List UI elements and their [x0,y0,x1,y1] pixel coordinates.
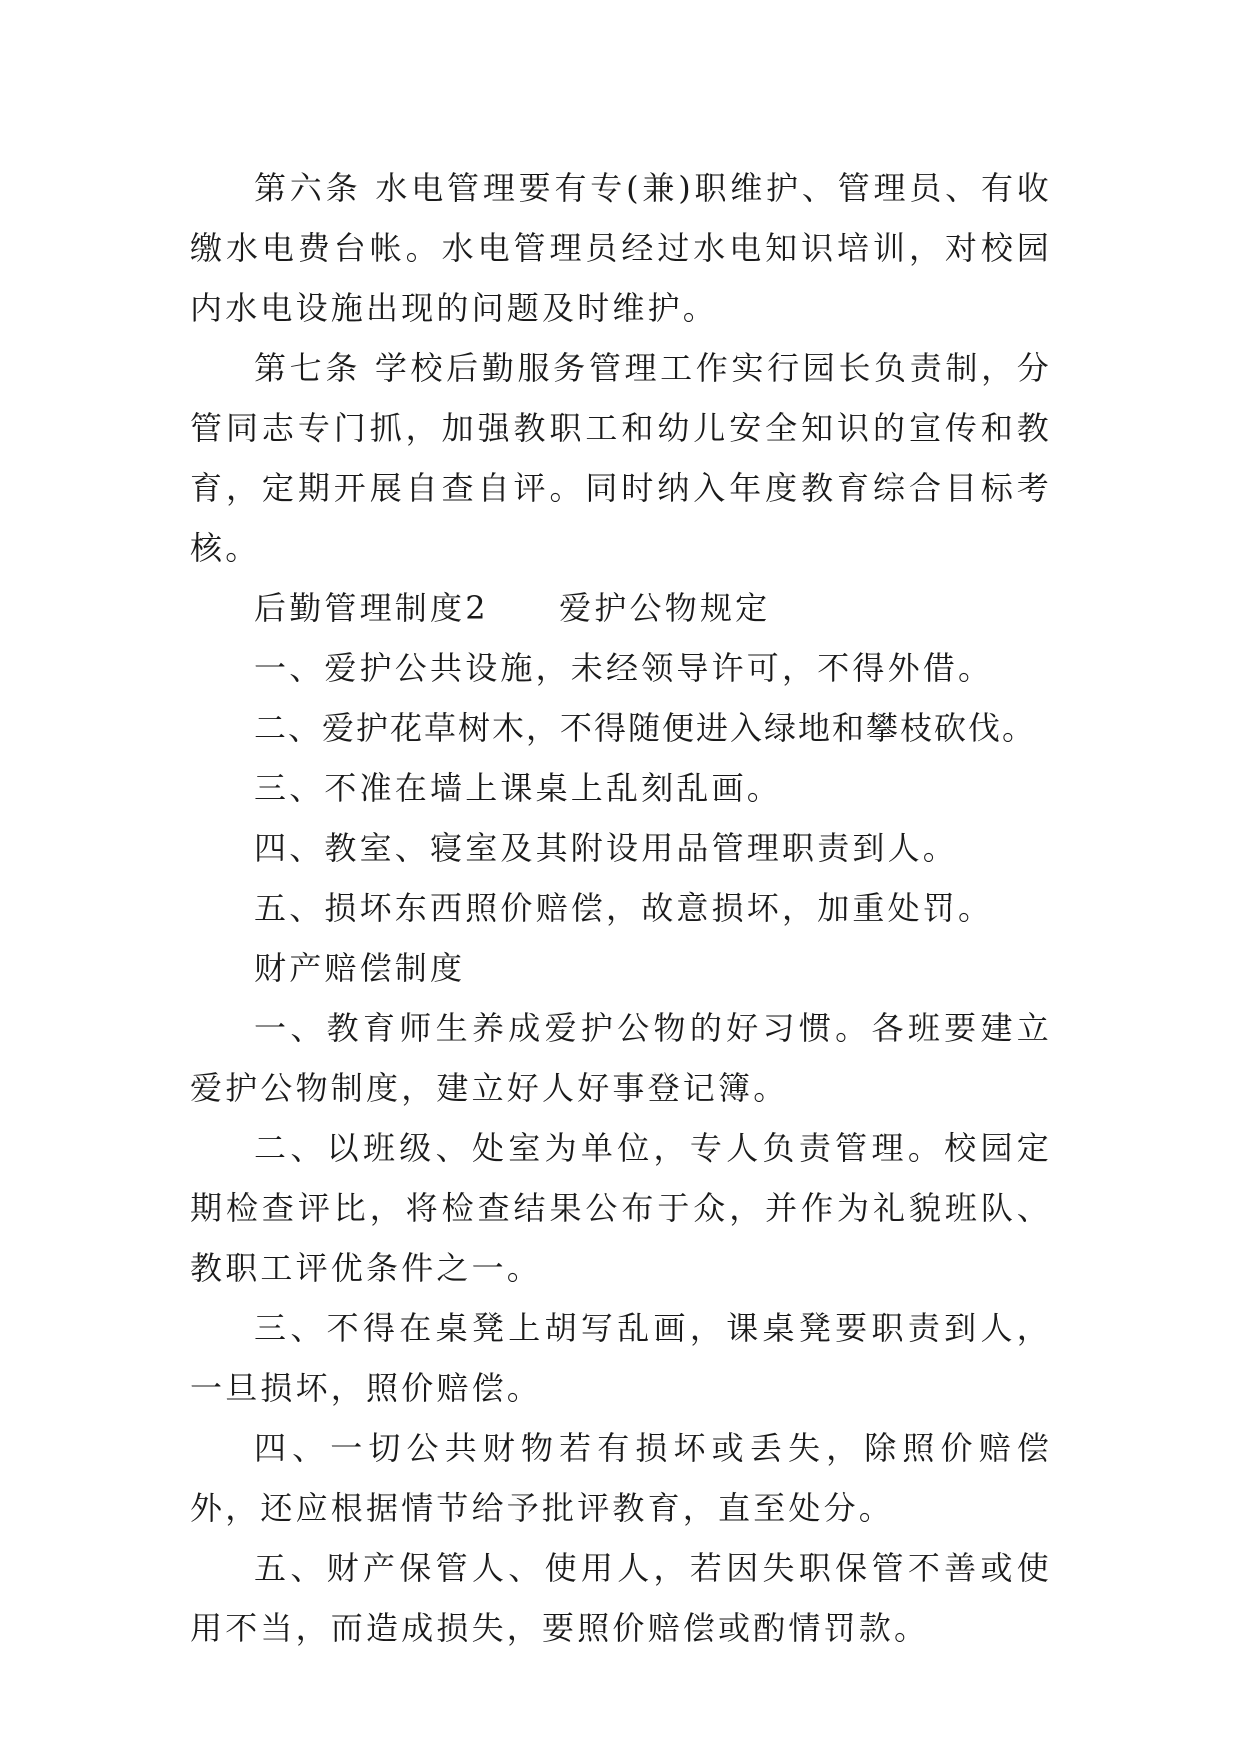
list-item-rule-2: 二、爱护花草树木，不得随便进入绿地和攀枝砍伐。 [254,709,1037,747]
list-item-rule-5: 五、损坏东西照价赔偿，故意损坏，加重处罚。 [254,889,994,927]
list-item-rule-1: 一、爱护公共设施，未经领导许可，不得外借。 [254,649,994,687]
list-item-compensation-1: 一、教育师生养成爱护公物的好习惯。各班要建立爱护公物制度，建立好人好事登记簿。 [190,1009,1052,1107]
list-item-compensation-3: 三、不得在桌凳上胡写乱画，课桌凳要职责到人，一旦损坏，照价赔偿。 [190,1309,1052,1407]
paragraph-article-7: 第七条 学校后勤服务管理工作实行园长负责制，分管同志专门抓，加强教职工和幼儿安全知识的宣传和教育，定期开展自查自评。同时纳入年度教育综合目标考核。 [190,349,1052,567]
paragraph-article-6: 第六条 水电管理要有专(兼)职维护、管理员、有收缴水电费台帐。水电管理员经过水电知识培训，对校园内水电设施出现的问题及时维护。 [190,169,1052,327]
list-item-compensation-4: 四、一切公共财物若有损坏或丢失，除照价赔偿外，还应根据情节给予批评教育，直至处分。 [190,1429,1052,1527]
section-heading-protect-property: 后勤管理制度2 爱护公物规定 [254,589,771,627]
list-item-compensation-5: 五、财产保管人、使用人，若因失职保管不善或使用不当，而造成损失，要照价赔偿或酌情罚款。 [190,1549,1052,1647]
list-item-rule-3: 三、不准在墙上课桌上乱刻乱画。 [254,769,783,807]
document-body [190,158,1052,1658]
list-item-compensation-2: 二、以班级、处室为单位，专人负责管理。校园定期检查评比，将检查结果公布于众，并作为礼貌班队、教职工评优条件之一。 [190,1129,1052,1287]
section-heading-compensation: 财产赔偿制度 [254,949,466,987]
list-item-rule-4: 四、教室、寝室及其附设用品管理职责到人。 [254,829,959,867]
